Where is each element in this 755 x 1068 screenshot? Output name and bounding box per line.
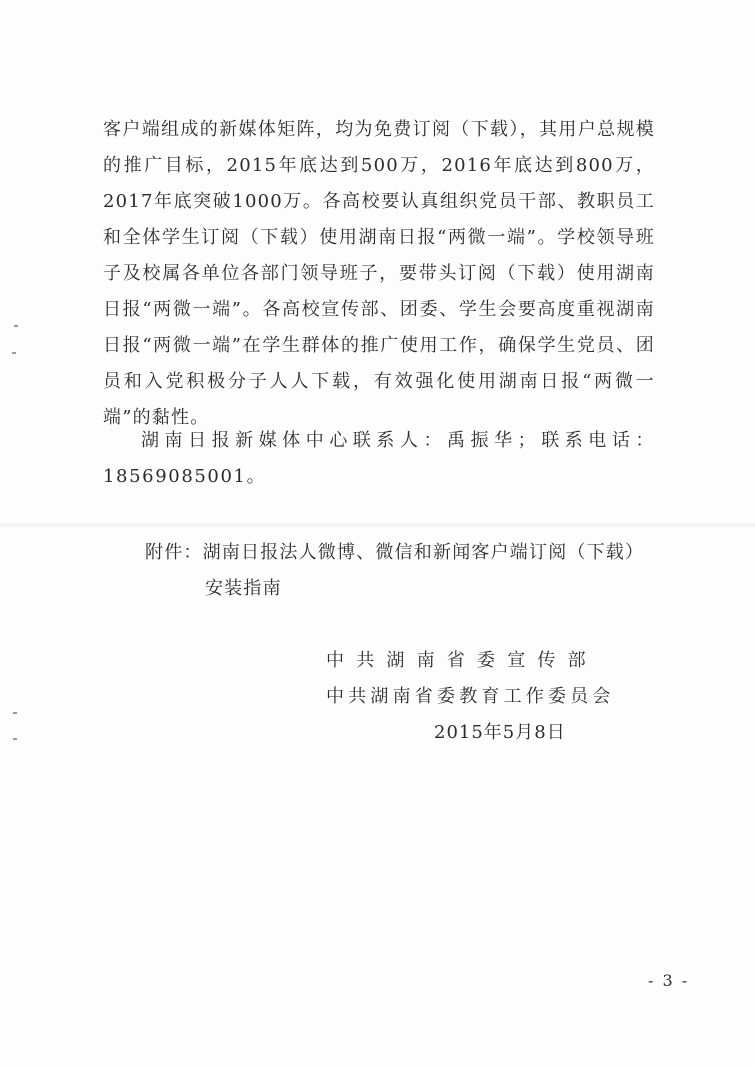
issue-date: 2015年5月8日 — [434, 722, 566, 743]
scan-mark — [13, 712, 17, 714]
issuer-education-committee: 中共湖南省委教育工作委员会 — [326, 686, 615, 707]
scan-artifact-band — [0, 522, 755, 528]
scan-mark — [13, 738, 17, 740]
attachment-line-continued: 安装指南 — [205, 578, 282, 599]
body-paragraph — [103, 112, 655, 436]
paragraph-main: 客户端组成的新媒体矩阵，均为免费订阅（下载），其用户总规模的推广目标，2015年底达到500万，2016年底达到800万，2017年底突破1000万。各高校要认真组织党员干部、教职员工和全体学生订阅（下载）使用湖南日报“两微一端”。学校领导班子及校属各单位各部门领导班子，要带头订阅（下载）使用湖南日报“两微一端”。各高校宣传部、团委、学生会要高度重视湖南日报“两微一端”在学生群体的推广使用工作，确保学生党员、团员和入党积极分子人人下载，有效强化使用湖南日报“两微一端”的黏性。 — [103, 119, 655, 428]
issuer-propaganda-department: 中共湖南省委宣传部 — [326, 650, 598, 671]
contact-paragraph: 湖南日报新媒体中心联系人：禹振华；联系电话：18569085001。 — [103, 430, 655, 487]
attachment-line: 附件：湖南日报法人微博、微信和新闻客户端订阅（下载） — [145, 542, 645, 563]
signature-block — [326, 643, 615, 751]
page-number: - 3 - — [648, 971, 690, 990]
scan-mark — [12, 352, 16, 354]
attachment-block — [145, 535, 644, 607]
scan-mark — [14, 325, 18, 327]
